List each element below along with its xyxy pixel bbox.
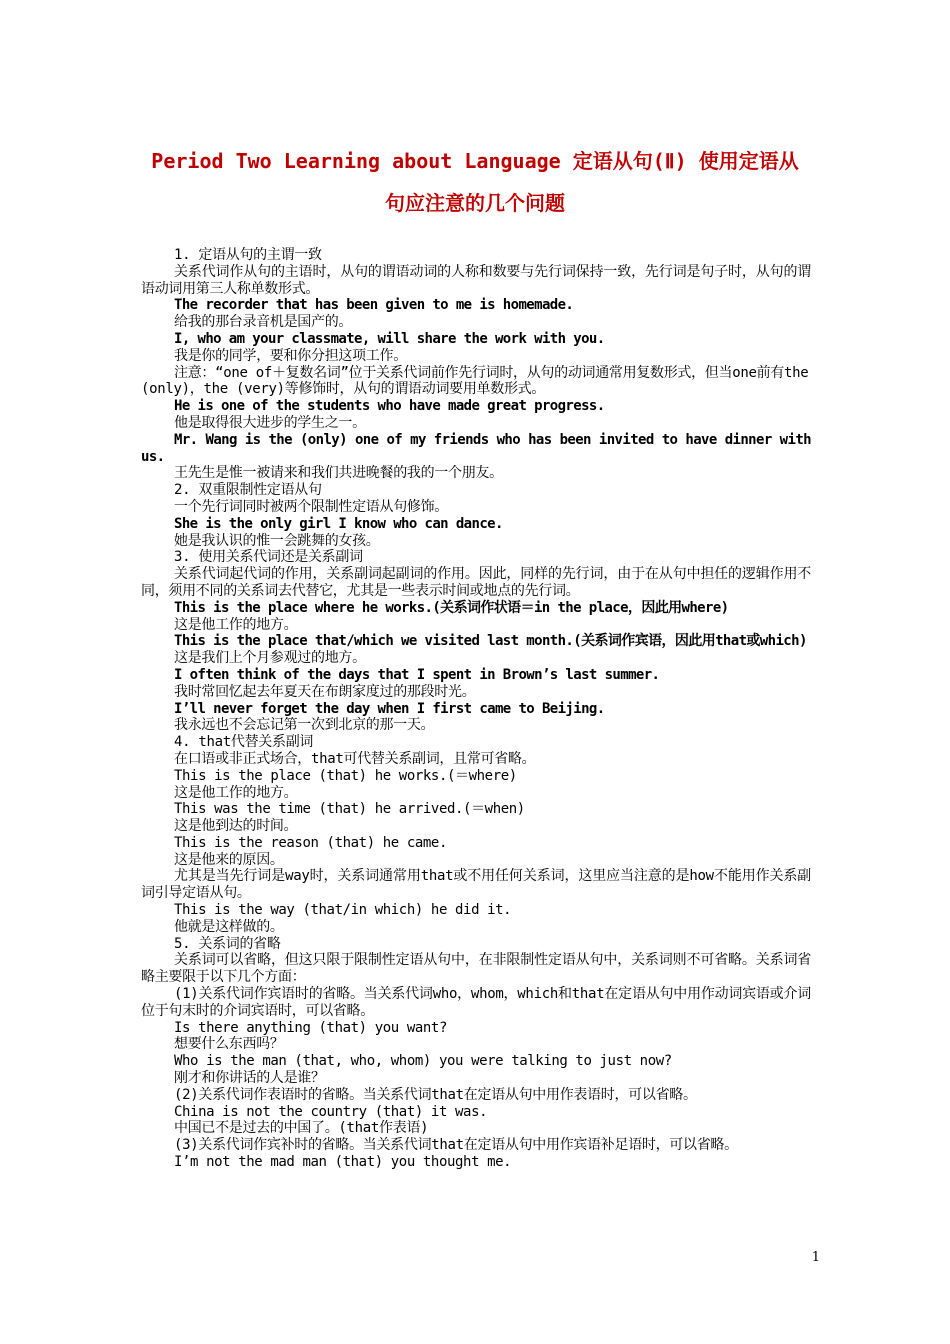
- body-line: 他是取得很大进步的学生之一。: [174, 414, 366, 431]
- body-line: This was the time (that) he arrived.(＝when): [174, 801, 525, 818]
- body-line: I’ll never forget the day when I first came to Beijing.: [174, 700, 605, 717]
- body-line: 关系词可以省略，但这只限于限制性定语从句中，在非限制性定语从句中，关系词则不可省略。关系词省略主要限于以下几个方面：: [141, 952, 811, 986]
- body-line: 关系代词起代词的作用，关系副词起副词的作用。因此，同样的先行词，由于在从句中担任的逻辑作用不同，须用不同的关系词去代替它，尤其是一些表示时间或地点的先行词。: [141, 566, 811, 599]
- body-line: 4. that代替关系副词: [174, 734, 314, 751]
- body-line: This is the place (that) he works.(＝where): [174, 767, 517, 784]
- body-line: (3)关系代词作宾补时的省略。当关系代词that在定语从句中用作宾语补足语时，可以省略。: [174, 1137, 738, 1154]
- body-line: 给我的那台录音机是国产的。: [174, 314, 353, 331]
- body-line: 2. 双重限制性定语从句: [174, 482, 322, 499]
- body-line: 关系代词作从句的主语时，从句的谓语动词的人称和数要与先行词保持一致，先行词是句子时，从句的谓语动词用第三人称单数形式。: [141, 263, 811, 297]
- body-line: 想要什么东西吗？: [174, 1036, 284, 1053]
- body-line: Who is the man (that, who, whom) you were talking to just now?: [174, 1053, 672, 1070]
- title-line-2: 句应注意的几个问题: [385, 191, 565, 215]
- body-line: 在口语或非正式场合，that可代替关系副词，且常可省略。: [174, 750, 536, 767]
- body-line: 这是他工作的地方。: [174, 616, 298, 633]
- body-line: 尤其是当先行词是way时，关系词通常用that或不用任何关系词，这里应当注意的是how不能用作关系副词引导定语从句。: [141, 868, 811, 902]
- body-line: 这是他工作的地方。: [174, 784, 298, 801]
- body-line: 一个先行词同时被两个限制性定语从句修饰。: [174, 498, 448, 515]
- body-line: This is the place where he works.(关系词作状语＝in the place，因此用where): [174, 599, 729, 616]
- body-line: 这是他来的原因。: [174, 851, 284, 868]
- body-line: Mr. Wang is the (only) one of my friends who has been invited to have dinner with us.: [141, 431, 811, 465]
- body-line: 我时常回忆起去年夏天在布朗家度过的那段时光。: [174, 683, 476, 700]
- body-line: 这是我们上个月参观过的地方。: [174, 650, 366, 667]
- body-line: Is there anything (that) you want?: [174, 1019, 447, 1036]
- body-line: This is the place that/which we visited last month.(关系词作宾语，因此用that或which): [174, 633, 807, 650]
- body-line: (2)关系代词作表语时的省略。当关系代词that在定语从句中用作表语时，可以省略。: [174, 1086, 697, 1103]
- title-line-1: Period Two Learning about Language 定语从句(Ⅱ) 使用定语从: [151, 149, 799, 173]
- body-line: This is the way (that/in which) he did it.: [174, 902, 512, 919]
- body-line: I’m not the mad man (that) you thought me.: [174, 1154, 512, 1171]
- document-body: [141, 247, 811, 1171]
- page-number: 1: [811, 1250, 820, 1265]
- body-line: 这是他到达的时间。: [174, 818, 298, 835]
- body-line: 刚才和你讲话的人是谁？: [174, 1070, 325, 1087]
- body-line: China is not the country (that) it was.: [174, 1103, 488, 1120]
- body-line: This is the reason (that) he came.: [174, 834, 447, 851]
- body-line: 我是你的同学，要和你分担这项工作。: [174, 347, 407, 364]
- body-line: 王先生是惟一被请来和我们共进晚餐的我的一个朋友。: [174, 465, 503, 482]
- body-line: 5. 关系词的省略: [174, 935, 281, 952]
- body-line: She is the only girl I know who can dance.: [174, 515, 503, 532]
- body-line: I, who am your classmate, will share the work with you.: [174, 330, 605, 347]
- body-line: 她是我认识的惟一会跳舞的女孩。: [174, 532, 380, 549]
- body-line: The recorder that has been given to me is homemade.: [174, 297, 574, 314]
- body-line: 3. 使用关系代词还是关系副词: [174, 549, 363, 566]
- body-line: 注意：“one of＋复数名词”位于关系代词前作先行词时，从句的动词通常用复数形式，但当one前有the (only)，the (very)等修饰时，从句的谓语动词要用单数形式。: [141, 364, 809, 398]
- document-title: [120, 140, 830, 224]
- body-line: (1)关系代词作宾语时的省略。当关系代词who，whom，which和that在定语从句中用作动词宾语或介词位于句末时的介词宾语时，可以省略。: [141, 986, 811, 1019]
- body-line: 我永远也不会忘记第一次到北京的那一天。: [174, 717, 435, 734]
- body-line: 1. 定语从句的主谓一致: [174, 247, 322, 263]
- body-line: 他就是这样做的。: [174, 918, 284, 935]
- body-line: 中国已不是过去的中国了。(that作表语): [174, 1120, 429, 1137]
- body-line: I often think of the days that I spent in Brown’s last summer.: [174, 666, 660, 683]
- body-line: He is one of the students who have made great progress.: [174, 398, 605, 415]
